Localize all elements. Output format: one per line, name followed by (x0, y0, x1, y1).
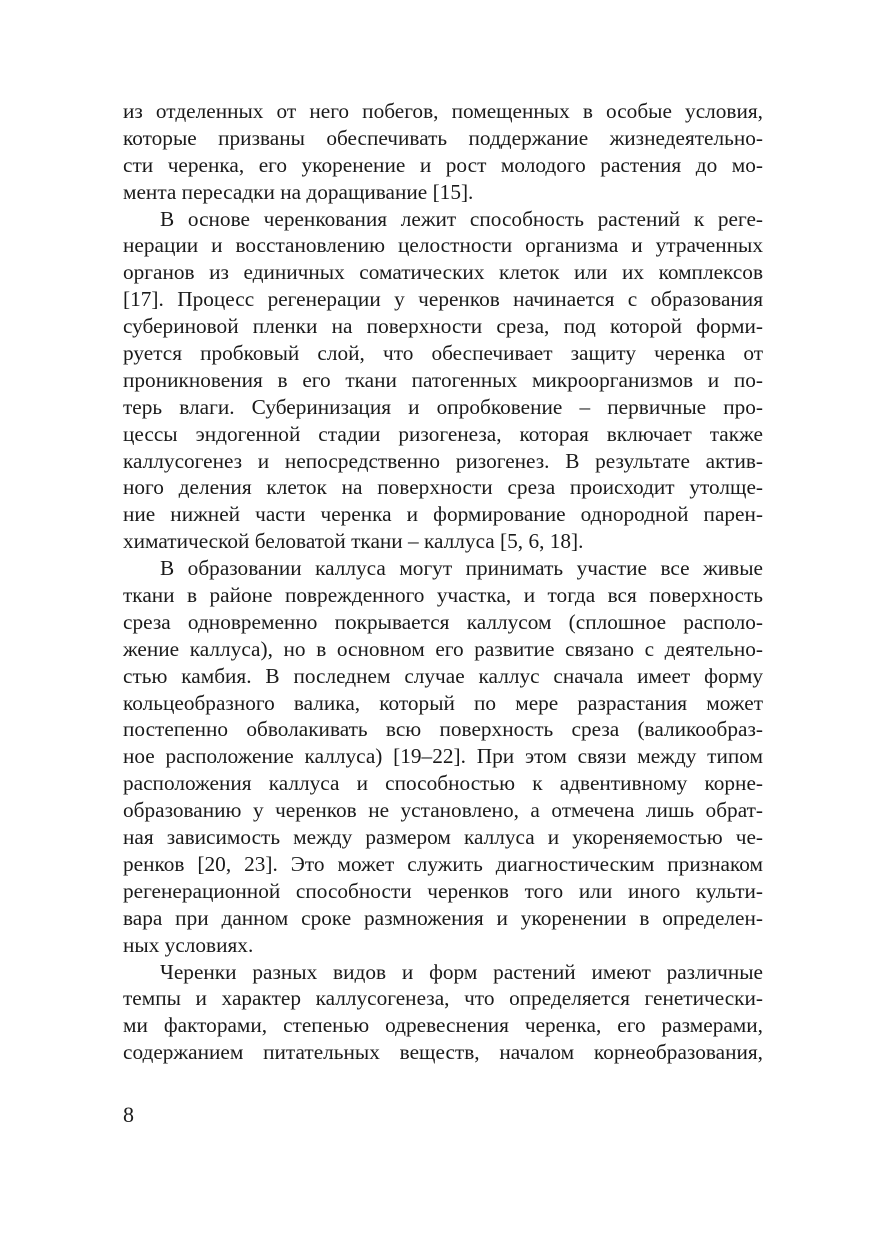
text-line: среза одновременно покрывается каллусом (сплошное располо- (123, 609, 763, 634)
text-line: которые призваны обеспечивать поддержание жизнедеятельно- (123, 125, 763, 150)
text-line: [17]. Процесс регенерации у черенков начинается с образования (123, 287, 763, 312)
text-line: ное расположение каллуса) [19–22]. При этом связи между типом (123, 744, 763, 769)
text-line: ткани в районе поврежденного участка, и тогда вся поверхность (123, 583, 763, 608)
text-line: ная зависимость между размером каллуса и укореняемостью че- (123, 825, 763, 850)
text-line: ние нижней части черенка и формирование однородной парен- (123, 502, 763, 527)
text-line: В основе черенкования лежит способность растений к реге- (160, 206, 763, 231)
text-line: цессы эндогенной стадии ризогенеза, которая включает также (123, 421, 763, 446)
text-line: химатической беловатой ткани – каллуса [5, 6, 18]. (123, 529, 584, 554)
text-line: руется пробковый слой, что обеспечивает защиту черенка от (123, 341, 763, 366)
text-line: ренков [20, 23]. Это может служить диагностическим признаком (123, 851, 763, 876)
text-line: регенерационной способности черенков того или иного культи- (123, 878, 763, 903)
text-line: терь влаги. Суберинизация и опробковение – первичные про- (123, 394, 763, 419)
text-line: Черенки разных видов и форм растений имеют различные (160, 959, 763, 984)
text-line: жение каллуса), но в основном его развитие связано с деятельно- (123, 636, 763, 661)
text-line: постепенно обволакивать всю поверхность среза (валикообраз- (123, 717, 763, 742)
text-line: ных условиях. (123, 932, 254, 957)
text-line: вара при данном сроке размножения и укоренении в определен- (123, 905, 763, 930)
text-line: из отделенных от него побегов, помещенных в особые условия, (123, 99, 763, 123)
text-line: кольцеобразного валика, который по мере разрастания может (123, 690, 763, 715)
text-line: сти черенка, его укоренение и рост молодого растения до мо- (123, 152, 763, 177)
text-line: органов из единичных соматических клеток или их комплексов (123, 260, 763, 285)
text-line: образованию у черенков не установлено, а отмечена лишь обрат- (123, 798, 763, 823)
text-line: каллусогенез и непосредственно ризогенез. В результате актив- (123, 448, 763, 473)
paragraph (123, 555, 763, 958)
text-line: темпы и характер каллусогенеза, что определяется генетически- (123, 986, 763, 1011)
text-line: ного деления клеток на поверхности среза происходит утолще- (123, 475, 763, 500)
text-line: нерации и восстановлению целостности организма и утраченных (123, 233, 763, 258)
text-line: проникновения в его ткани патогенных микроорганизмов и по- (123, 367, 763, 392)
text-line: мента пересадки на доращивание [15]. (123, 179, 474, 204)
paragraph (123, 959, 763, 1067)
text-line: расположения каллуса и способностью к адвентивному корне- (123, 771, 763, 796)
text-line: ми факторами, степенью одревеснения черенка, его размерами, (123, 1013, 763, 1038)
body-text (123, 98, 763, 1066)
text-line: субериновой пленки на поверхности среза, под которой форми- (123, 314, 763, 339)
text-line: стью камбия. В последнем случае каллус сначала имеет форму (123, 663, 763, 688)
paragraph (123, 206, 763, 556)
page-number: 8 (123, 1102, 134, 1127)
text-line: содержанием питательных веществ, началом корнеобразования, (123, 1040, 763, 1065)
text-line: В образовании каллуса могут принимать участие все живые (160, 556, 763, 581)
paragraph (123, 98, 763, 206)
